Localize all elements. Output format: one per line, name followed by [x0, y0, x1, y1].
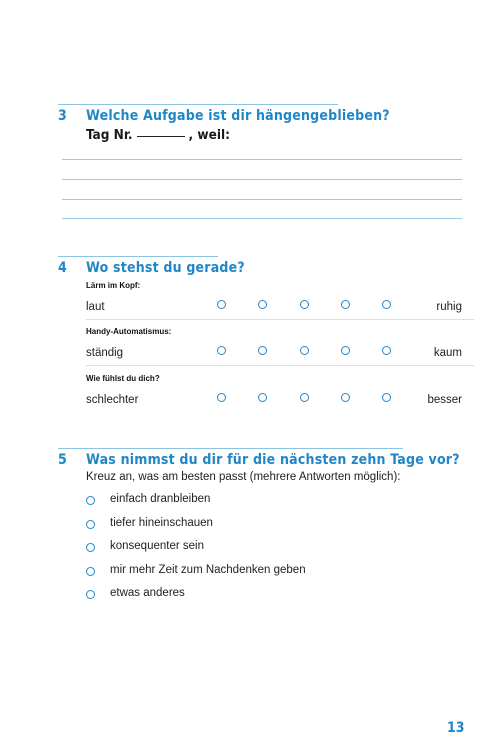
q4-row-label: Lärm im Kopf:: [86, 281, 141, 290]
q4-title: Wo stehst du gerade?: [86, 260, 245, 276]
scale-radio-4[interactable]: [341, 300, 350, 309]
scale-radio-1[interactable]: [217, 300, 226, 309]
option-radio[interactable]: [86, 567, 95, 576]
q3-sub-prefix: Tag Nr.: [86, 127, 133, 143]
scale-radio-2[interactable]: [258, 393, 267, 402]
answer-line-3[interactable]: [62, 199, 462, 200]
page-number: 13: [447, 720, 465, 736]
option-label: konsequenter sein: [110, 540, 204, 552]
q3-number: 3: [58, 108, 67, 124]
option-radio[interactable]: [86, 590, 95, 599]
scale-radio-2[interactable]: [258, 300, 267, 309]
q4-scale-right-label: kaum: [433, 347, 462, 359]
row-separator: [86, 365, 474, 366]
option-label: tiefer hineinschauen: [110, 516, 213, 529]
q5-title: Was nimmst du dir für die nächsten zehn Tage vor?: [86, 452, 460, 468]
q4-scale-left-label: laut: [86, 301, 105, 313]
q4-top-rule: [58, 256, 218, 257]
q4-scale-left-label: ständig: [86, 347, 124, 359]
row-separator: [86, 319, 474, 320]
scale-radio-1[interactable]: [217, 346, 226, 355]
option-label: mir mehr Zeit zum Nachdenken geben: [110, 563, 306, 576]
q4-scale-right-label: ruhig: [436, 301, 462, 313]
scale-radio-3[interactable]: [300, 300, 309, 309]
q3-sub-suffix: , weil:: [188, 127, 230, 143]
scale-radio-2[interactable]: [258, 346, 267, 355]
scale-radio-3[interactable]: [300, 393, 309, 402]
q5-number: 5: [58, 452, 67, 468]
day-number-blank[interactable]: [137, 136, 185, 137]
q4-row-label: Handy-Automatismus:: [86, 327, 172, 336]
option-radio[interactable]: [86, 543, 95, 552]
scale-radio-4[interactable]: [341, 393, 350, 402]
scale-radio-3[interactable]: [300, 346, 309, 355]
scale-radio-1[interactable]: [217, 393, 226, 402]
option-label: etwas anderes: [110, 587, 185, 599]
q5-top-rule: [58, 448, 403, 449]
answer-line-2[interactable]: [62, 179, 462, 180]
q5-intro: Kreuz an, was am besten passt (mehrere Antworten möglich):: [86, 471, 401, 483]
q3-title: Welche Aufgabe ist dir hängengeblieben?: [86, 108, 390, 124]
answer-line-1[interactable]: [62, 159, 462, 160]
q3-subtitle: [86, 127, 230, 143]
q3-top-rule: [58, 104, 338, 105]
option-radio[interactable]: [86, 520, 95, 529]
option-label: einfach dranbleiben: [110, 493, 211, 505]
scale-radio-5[interactable]: [382, 393, 391, 402]
q4-number: 4: [58, 260, 67, 276]
scale-radio-5[interactable]: [382, 346, 391, 355]
q4-row-label: Wie fühlst du dich?: [86, 374, 160, 383]
q4-scale-right-label: besser: [427, 394, 462, 406]
scale-radio-5[interactable]: [382, 300, 391, 309]
option-radio[interactable]: [86, 496, 95, 505]
q4-scale-left-label: schlechter: [86, 394, 139, 406]
scale-radio-4[interactable]: [341, 346, 350, 355]
answer-line-4[interactable]: [62, 218, 462, 219]
